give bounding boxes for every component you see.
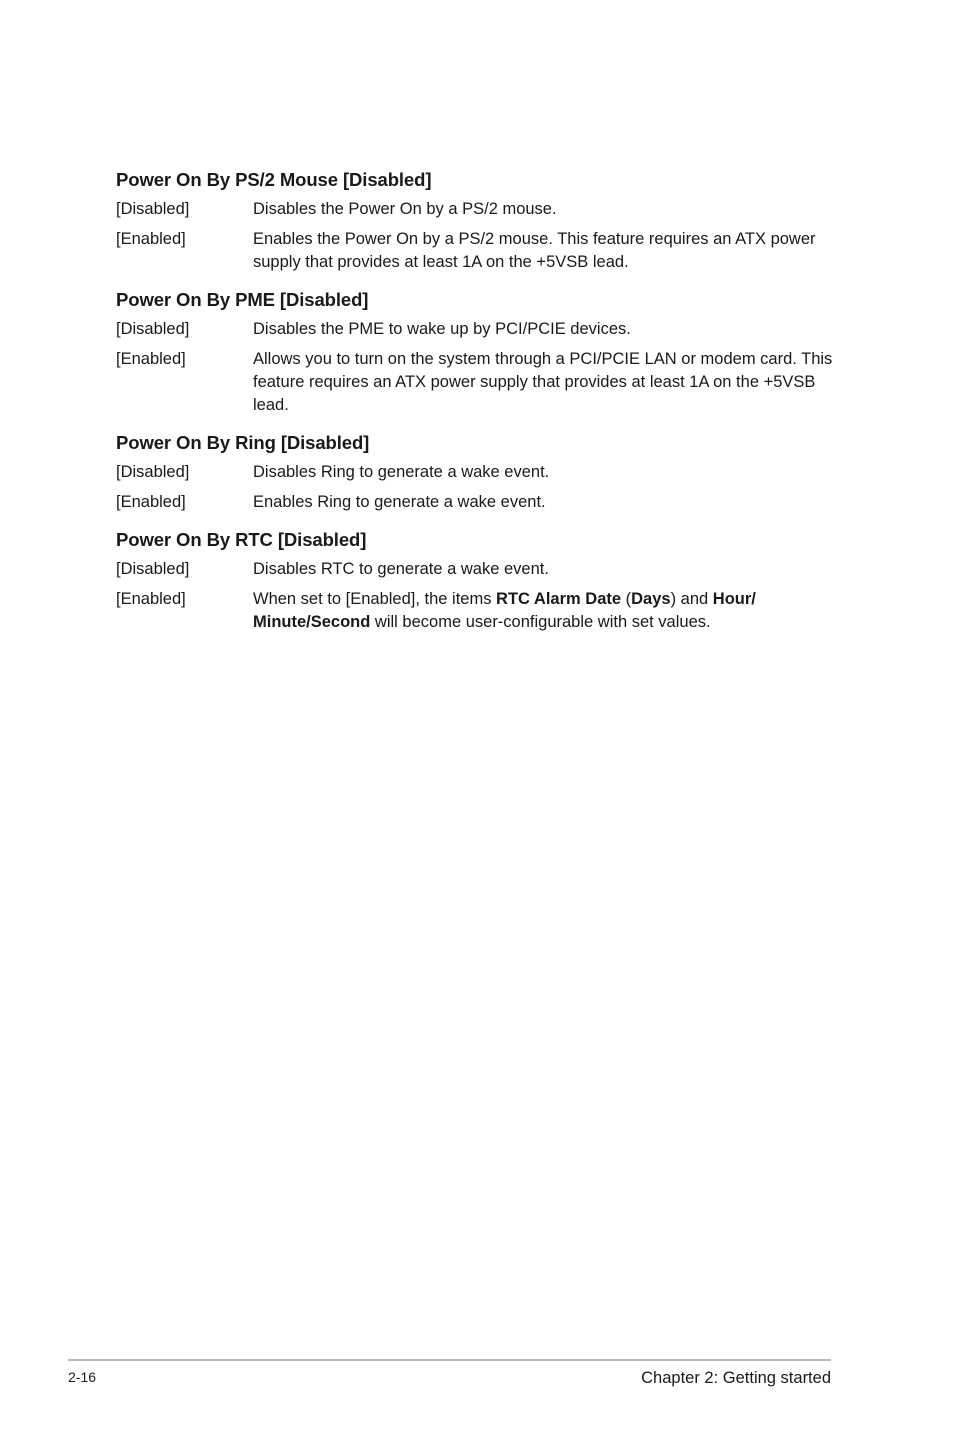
option-key: [Disabled] [116, 200, 190, 218]
option-description: Disables the Power On by a PS/2 mouse. [253, 200, 557, 218]
option-description: Disables RTC to generate a wake event. [253, 560, 549, 578]
option-description: Allows you to turn on the system through a PCI/PCIE LAN or modem card. This feature requires an ATX power supply that provides at least 1A on the +5VSB lead. [253, 350, 833, 414]
option-row [116, 491, 836, 514]
section-title: Power On By RTC [Disabled] [116, 529, 367, 550]
option-row [116, 461, 836, 484]
option-key: [Disabled] [116, 463, 190, 481]
section-power-on-ps2-mouse [116, 166, 836, 274]
desc-bold-hour-minute-second: Hour/ Minute/Second [253, 590, 756, 631]
section-power-on-pme [116, 286, 836, 417]
section-power-on-ring [116, 429, 836, 514]
option-description: Disables the PME to wake up by PCI/PCIE devices. [253, 320, 631, 338]
option-key: [Disabled] [116, 560, 190, 578]
option-row [116, 318, 836, 341]
chapter-title: Chapter 2: Getting started [641, 1369, 831, 1387]
desc-bold-rtc-alarm-date: RTC Alarm Date [496, 590, 622, 608]
desc-bold-days: Days [631, 590, 671, 608]
page-number: 2-16 [68, 1369, 97, 1385]
section-title: Power On By PME [Disabled] [116, 289, 369, 310]
desc-text: When set to [Enabled], the items [253, 590, 497, 608]
option-key: [Disabled] [116, 320, 190, 338]
section-power-on-rtc [116, 526, 836, 634]
option-description: Enables the Power On by a PS/2 mouse. This feature requires an ATX power supply that provides at least 1A on the +5VSB lead. [253, 230, 816, 271]
desc-text: will become user-configurable with set values. [370, 613, 711, 631]
option-key: [Enabled] [116, 590, 186, 608]
option-description: Disables Ring to generate a wake event. [253, 463, 550, 481]
desc-text: ) and [670, 590, 713, 608]
document-body [116, 166, 836, 646]
option-row [116, 198, 836, 221]
option-key: [Enabled] [116, 493, 186, 511]
option-row [116, 348, 836, 417]
option-key: [Enabled] [116, 230, 186, 248]
option-row [116, 228, 836, 274]
option-description [253, 588, 836, 634]
option-description: Enables Ring to generate a wake event. [253, 493, 546, 511]
option-row [116, 558, 836, 581]
desc-text: ( [621, 590, 632, 608]
footer-divider [68, 1359, 831, 1361]
section-title: Power On By PS/2 Mouse [Disabled] [116, 169, 432, 190]
option-key: [Enabled] [116, 350, 186, 368]
section-title: Power On By Ring [Disabled] [116, 432, 370, 453]
option-row [116, 588, 836, 634]
